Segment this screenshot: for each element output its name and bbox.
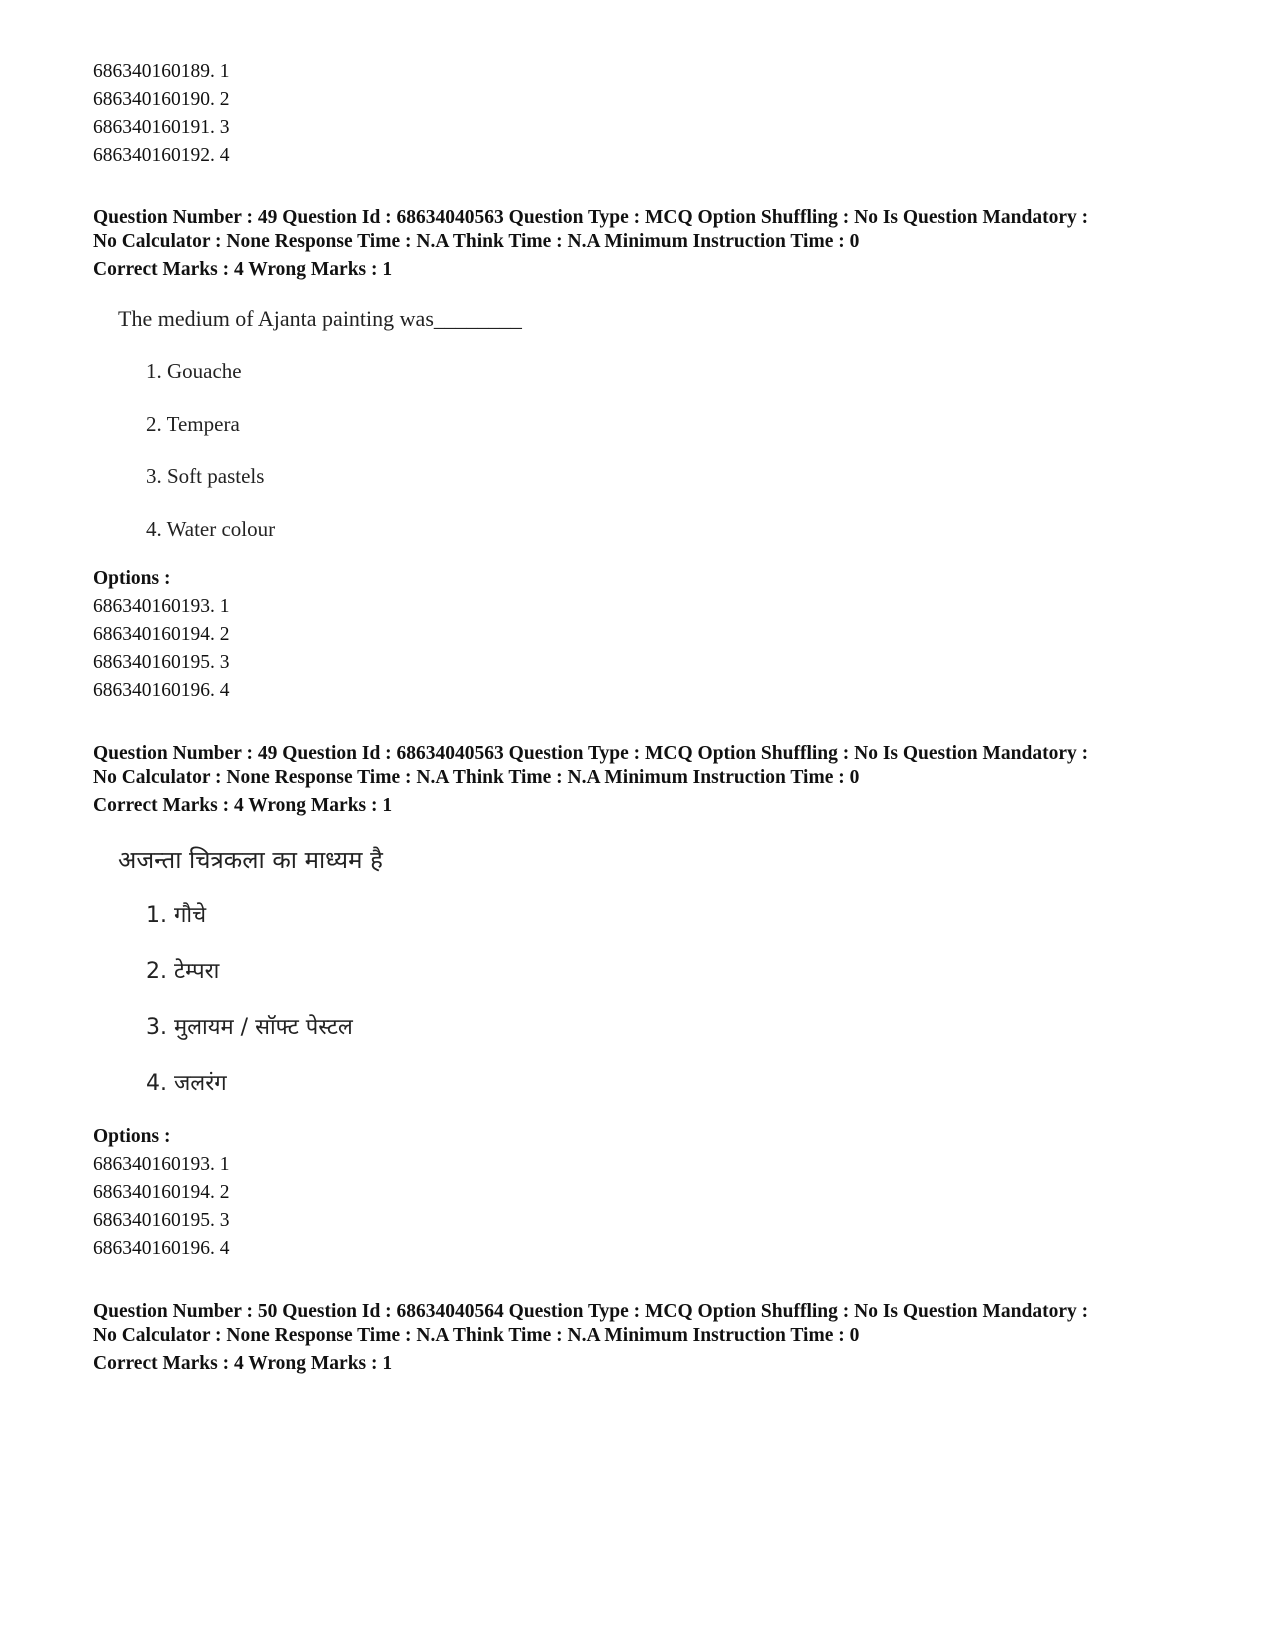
q49-en-option-4: 686340160196. 4 xyxy=(93,680,230,701)
q49-en-option-1: 686340160193. 1 xyxy=(93,596,230,617)
q49-hi-header-line1: Question Number : 49 Question Id : 68634040563 Question Type : MCQ Option Shuffling : No Is Question Mandatory : xyxy=(93,743,1089,764)
q49-hi-option-1: 686340160193. 1 xyxy=(93,1154,230,1175)
q49-en-choice-2: 2. Tempera xyxy=(146,412,240,436)
q49-en-header-line1: Question Number : 49 Question Id : 68634040563 Question Type : MCQ Option Shuffling : No Is Question Mandatory : xyxy=(93,207,1089,228)
q50-header-line1: Question Number : 50 Question Id : 68634040564 Question Type : MCQ Option Shuffling : No Is Question Mandatory : xyxy=(93,1301,1089,1322)
q50-marks: Correct Marks : 4 Wrong Marks : 1 xyxy=(93,1353,393,1374)
q49-hi-choice-4: 4. जलरंग xyxy=(146,1071,227,1096)
q49-en-choice-3: 3. Soft pastels xyxy=(146,464,265,488)
q49-hi-header-line2: No Calculator : None Response Time : N.A Think Time : N.A Minimum Instruction Time : 0 xyxy=(93,767,860,788)
q49-en-option-3: 686340160195. 3 xyxy=(93,652,230,673)
q49-hi-choice-2: 2. टेम्परा xyxy=(146,959,220,984)
prev-option-4: 686340160192. 4 xyxy=(93,145,230,166)
prev-option-1: 686340160189. 1 xyxy=(93,61,230,82)
q49-hi-choice-3: 3. मुलायम / सॉफ्ट पेस्टल xyxy=(146,1015,353,1040)
q49-hi-option-4: 686340160196. 4 xyxy=(93,1238,230,1259)
q49-hi-option-2: 686340160194. 2 xyxy=(93,1182,230,1203)
q49-hi-option-3: 686340160195. 3 xyxy=(93,1210,230,1231)
q49-hi-options-label: Options : xyxy=(93,1126,171,1147)
q49-en-marks: Correct Marks : 4 Wrong Marks : 1 xyxy=(93,259,393,280)
prev-option-2: 686340160190. 2 xyxy=(93,89,230,110)
q49-en-header-line2: No Calculator : None Response Time : N.A Think Time : N.A Minimum Instruction Time : 0 xyxy=(93,231,860,252)
q49-en-options-label: Options : xyxy=(93,568,171,589)
q49-en-option-2: 686340160194. 2 xyxy=(93,624,230,645)
q49-hi-question: अजन्ता चित्रकला का माध्यम है xyxy=(118,846,383,874)
q49-en-question: The medium of Ajanta painting was________ xyxy=(118,306,522,331)
q49-en-choice-4: 4. Water colour xyxy=(146,517,276,541)
prev-option-3: 686340160191. 3 xyxy=(93,117,230,138)
q49-hi-marks: Correct Marks : 4 Wrong Marks : 1 xyxy=(93,795,393,816)
q49-hi-choice-1: 1. गौचे xyxy=(146,903,207,928)
q50-header-line2: No Calculator : None Response Time : N.A Think Time : N.A Minimum Instruction Time : 0 xyxy=(93,1325,860,1346)
q49-en-choice-1: 1. Gouache xyxy=(146,359,242,383)
